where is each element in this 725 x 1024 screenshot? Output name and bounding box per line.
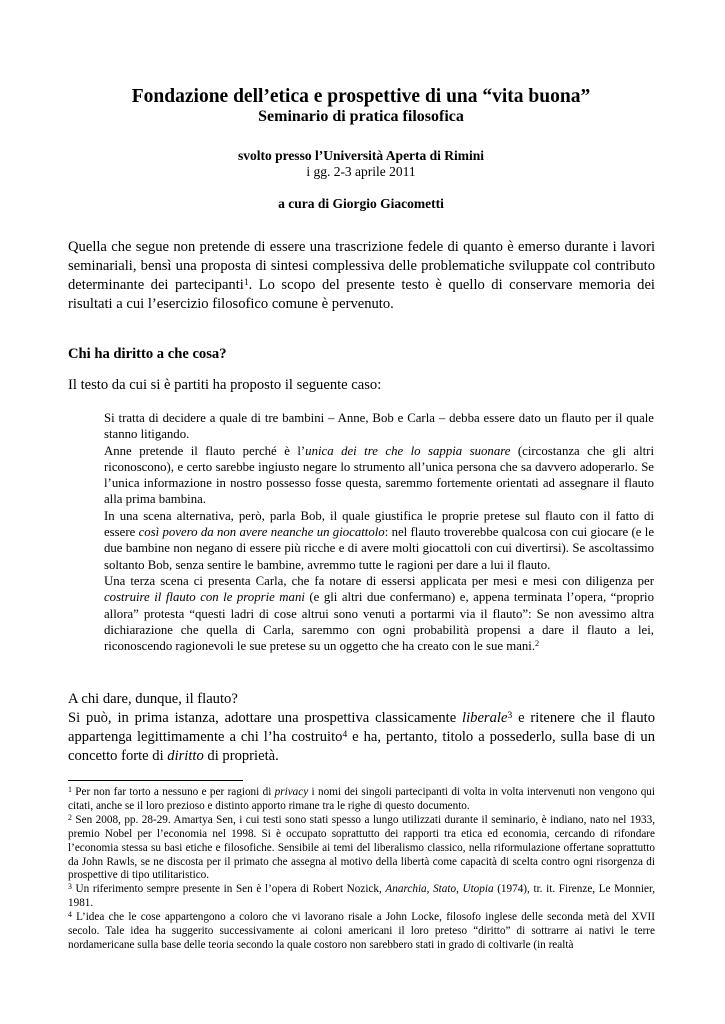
footnote-2-text: Sen 2008, pp. 28-29. Amartya Sen, i cui testi sono stati spesso a lungo utilizzati durante il seminario, è indiano, nato nel 1933, premio Nobel per l’economia nel 1998. Si è occupato soprattutto dei rapporti tra etica ed economia, cercando di rifondare l’economia stessa su basi etiche e filosofiche. Sensibile ai temi del liberalismo classico, nella riformulazione offertane soprattutto da John Rawls, se ne discosta per il primato che assegna al motivo della libertà come capacità di scelta contro ogni risorgenza di prospettive di tipo utilitaristico. bbox=[68, 813, 655, 882]
intro-text-a: Quella che segue non pretende di essere una trascrizione fedele di quanto è emerso durante i lavori seminariali, bensì una proposta di sintesi complessiva delle problematiche sviluppate col contributo determinante dei partecipanti bbox=[68, 239, 655, 293]
intro-paragraph bbox=[68, 238, 655, 314]
answer-text-4: di proprietà. bbox=[203, 748, 279, 764]
case-p4-emphasis: costruire il flauto con le proprie mani bbox=[104, 590, 305, 605]
document-curator: a cura di Giorgio Giacometti bbox=[278, 196, 444, 211]
answer-emphasis-liberale: liberale bbox=[462, 710, 508, 726]
seminar-venue: svolto presso l’Università Aperta di Rimini bbox=[237, 148, 485, 163]
footnote-1-text-b: i nomi dei singoli partecipanti di volta in volta intervenuti non vengono qui citati, anche se il loro prezioso e distinto apporto rimane tra le righe di questo documento. bbox=[68, 786, 655, 812]
footnote-ref-3[interactable]: 3 bbox=[507, 710, 513, 721]
footnote-3-emphasis: Anarchia, Stato, Utopia bbox=[385, 883, 494, 896]
footnote-3-text-a: Un riferimento sempre presente in Sen è l’opera di Robert Nozick, bbox=[71, 883, 386, 896]
case-p2-emphasis: unica dei tre che lo sappia suonare bbox=[305, 443, 511, 458]
footnote-1 bbox=[68, 786, 655, 814]
footnote-2 bbox=[68, 814, 655, 884]
answer-emphasis-diritto: diritto bbox=[167, 748, 204, 764]
footnote-3-text-b: (1974), tr. it. Firenze, Le Monnier, 1981. bbox=[68, 883, 656, 910]
case-paragraph-2 bbox=[104, 443, 654, 508]
answer-text-3: e ha, pertanto, titolo a possederlo, sulla base di un concetto forte di bbox=[68, 729, 655, 764]
question-line: A chi dare, dunque, il flauto? bbox=[68, 691, 238, 707]
footnotes bbox=[68, 786, 655, 953]
case-quote bbox=[104, 410, 654, 654]
case-p3-emphasis: così povero da non avere neanche un giocattolo bbox=[138, 525, 385, 540]
case-p4-text-a: Una terza scena ci presenta Carla, che fa notare di essersi applicata per mesi e mesi con diligenza per bbox=[104, 573, 654, 588]
seminar-dates: i gg. 2-3 aprile 2011 bbox=[306, 164, 416, 179]
footnote-3 bbox=[68, 883, 655, 911]
footnote-number-3: 3 bbox=[68, 882, 72, 892]
footnote-4 bbox=[68, 911, 655, 953]
case-p4-text-b: (e gli altri due confermano) e, appena terminata l’opera, “proprio allora” protesta “questi ladri di cose altrui sono venuti a portarmi via il flauto”: Se non avessimo altra dichiarazione che quella di Carla, saremmo con ogni probabilità propensi a dare il flauto a lei, riconoscendo ragionevoli le sue pretese su un oggetto che ha creato con le sue mani. bbox=[104, 590, 654, 654]
document-subtitle: Seminario di pratica filosofica bbox=[258, 108, 464, 125]
answer-text-1: Si può, in prima istanza, adottare una prospettiva classicamente bbox=[68, 710, 463, 726]
answer-text-2: e ritenere che il flauto appartenga legittimamente a chi l’ha costruito bbox=[68, 710, 655, 745]
footnote-ref-1[interactable]: 1 bbox=[243, 277, 249, 288]
intro-text-b: . Lo scopo del presente testo è quello di conservare memoria dei risultati a cui l’esercizio filosofico comune è pervenuto. bbox=[68, 277, 655, 312]
footnote-number-2: 2 bbox=[68, 812, 72, 822]
case-p2-text-a: Anne pretende il flauto perché è l’ bbox=[104, 443, 306, 458]
footnote-1-text-a: Per non far torto a nessuno e per ragioni di bbox=[71, 786, 275, 798]
footnote-4-text: L’idea che le cose appartengono a coloro che vi lavorano risale a John Locke, filosofo inglese delle seconda metà del XVII secolo. Tale idea ha suggerito successivamente ai coloni americani il loro preteso “diritto” di sottrarre ai nativi le terre nordamericane sulla base delle teoria secondo la quale costoro non sarebbero stati in grado di coltivarle (in realtà bbox=[68, 911, 655, 951]
section-heading: Chi ha diritto a che cosa? bbox=[68, 346, 227, 362]
footnote-divider bbox=[68, 780, 243, 781]
section-lead: Il testo da cui si è partiti ha proposto il seguente caso: bbox=[68, 377, 382, 393]
case-paragraph-3 bbox=[104, 508, 654, 573]
footnote-number-1: 1 bbox=[68, 784, 72, 794]
document-title: Fondazione dell’etica e prospettive di una “vita buona” bbox=[131, 86, 591, 107]
question-block bbox=[68, 690, 655, 766]
case-p3-text-b: : nel flauto troverebbe qualcosa con cui giocare (e le due bambine non negano di essere più ricche e di avere molti giocattoli con cui divertirsi). Se ascoltassimo soltanto Bob, senza sentire le bambine, avremmo tutte le ragioni per dare a lui il flauto. bbox=[104, 525, 654, 572]
footnote-ref-2[interactable]: 2 bbox=[535, 639, 540, 649]
answer-paragraph bbox=[68, 709, 655, 766]
footnote-ref-4[interactable]: 4 bbox=[342, 729, 348, 740]
case-p3-text-a: In una scena alternativa, però, parla Bob, il quale giustifica le proprie pretese sul flauto con il fatto di essere bbox=[104, 508, 654, 540]
case-paragraph-4 bbox=[104, 573, 654, 654]
case-paragraph-1: Si tratta di decidere a quale di tre bambini – Anne, Bob e Carla – debba essere dato un flauto per il quale stanno litigando. bbox=[104, 411, 654, 442]
footnote-number-4: 4 bbox=[68, 910, 72, 920]
case-p2-text-b: (circostanza che gli altri riconoscono), e certo sarebbe ingiusto negare lo strumento all’unica persona che sa davvero adoperarlo. Se l’unica informazione in nostro possesso fosse questa, saremmo fortemente orientati ad assegnare il flauto alla prima bambina. bbox=[104, 443, 654, 507]
footnote-1-emphasis: privacy bbox=[274, 786, 309, 798]
